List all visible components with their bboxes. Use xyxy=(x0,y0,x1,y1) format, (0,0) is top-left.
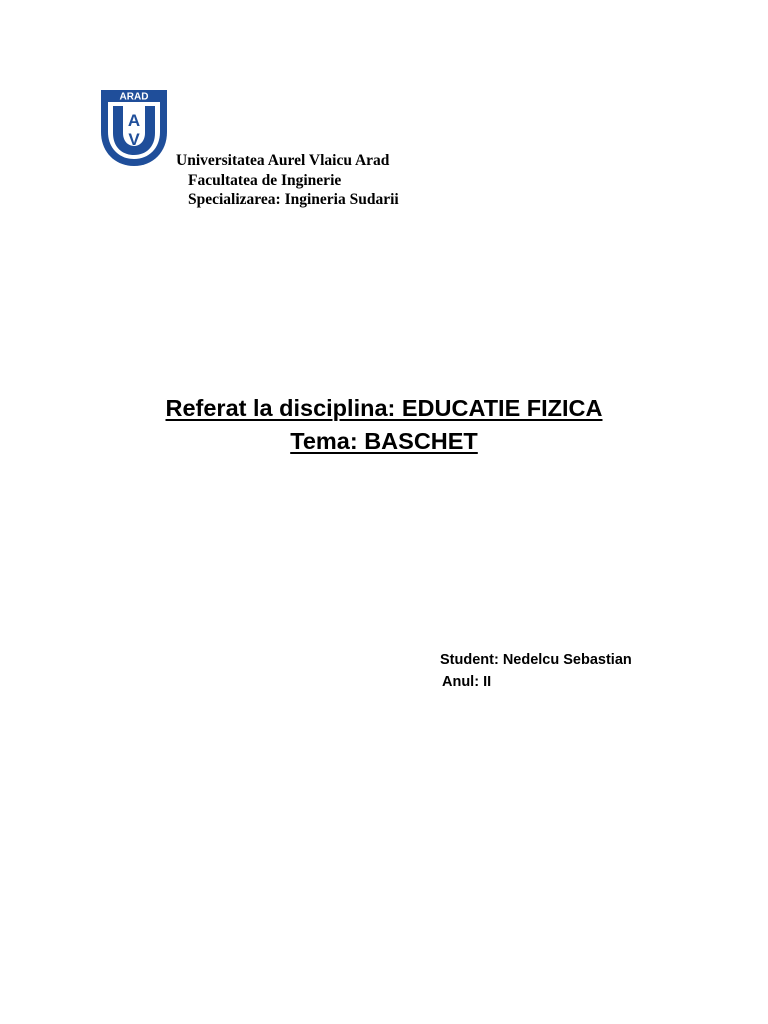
discipline-title: Referat la disciplina: EDUCATIE FIZICA xyxy=(165,395,603,421)
university-logo xyxy=(99,88,169,168)
faculty-name: Facultatea de Inginerie xyxy=(188,172,342,189)
specialization-name: Specializarea: Ingineria Sudarii xyxy=(188,191,399,208)
university-crest-icon xyxy=(99,88,169,168)
university-name: Universitatea Aurel Vlaicu Arad xyxy=(176,152,390,169)
logo-text: ARAD xyxy=(119,91,149,103)
student-name: Student: Nedelcu Sebastian xyxy=(440,652,632,668)
logo-letter-a: A xyxy=(127,111,141,130)
student-year: Anul: II xyxy=(442,674,492,690)
logo-letter-v: V xyxy=(128,130,140,149)
theme-title: Tema: BASCHET xyxy=(290,428,478,454)
